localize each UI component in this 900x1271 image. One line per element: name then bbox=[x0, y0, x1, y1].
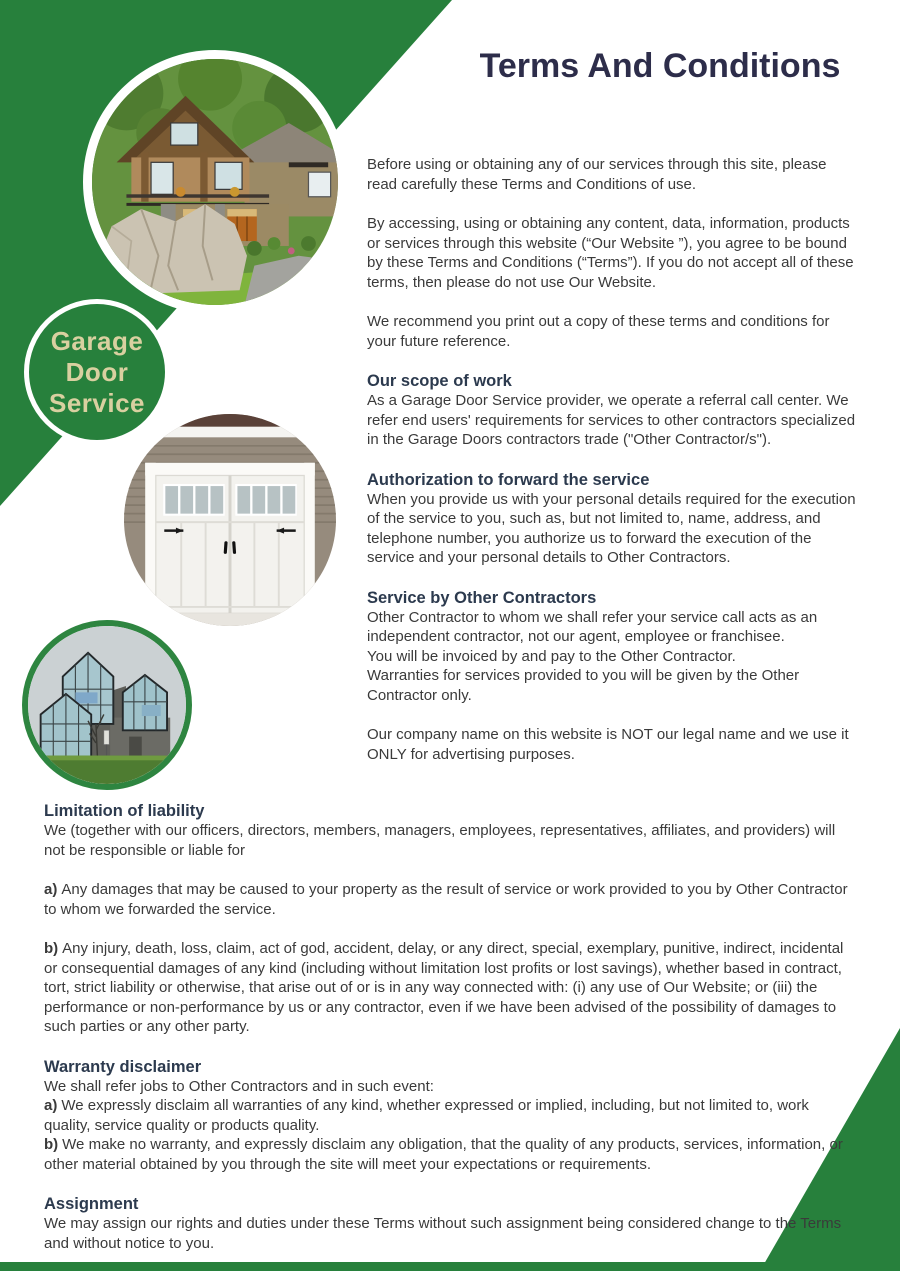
badge-line-1: Garage bbox=[50, 325, 144, 356]
warranty-body bbox=[44, 1077, 858, 1175]
liability-item-a-prefix: a) bbox=[44, 881, 58, 898]
liability-item-b-text: Any injury, death, loss, claim, act of god, accident, delay, or any direct, special, exemplary, punitive, indirect, incidental or consequential damages of any kind (including without limitation lost profits or lost savings), whether based in contract, tort, strict liability or otherwise, that arise out of or is in any way connected with: (i) any use of Our Website; or (iii) the performance or non-performance by us or any contractor, even if we have been advised of the possibility of damages to such parties or any other party. bbox=[44, 940, 844, 1035]
warranty-item-b-prefix: b) bbox=[44, 1136, 59, 1153]
badge-line-2: Door bbox=[65, 356, 129, 387]
page-title: Terms And Conditions bbox=[479, 47, 841, 85]
legal-column bbox=[44, 801, 858, 1271]
service-by-others-body bbox=[367, 608, 859, 706]
service-line-1: Other Contractor to whom we shall refer your service call acts as an independent contractor, not our agent, employee or franchisee. bbox=[367, 608, 818, 645]
scope-heading: Our scope of work bbox=[367, 372, 512, 390]
intro-column bbox=[367, 155, 859, 784]
liability-item-b bbox=[44, 939, 858, 1037]
warranty-item-a-text: We expressly disclaim all warranties of any kind, whether expressed or implied, including, but not limited to, work quality, service quality or products quality. bbox=[44, 1097, 809, 1134]
garage-door-service-badge bbox=[24, 299, 170, 445]
warranty-intro: We shall refer jobs to Other Contractors and in such event: bbox=[44, 1077, 434, 1095]
company-name-note: Our company name on this website is NOT our legal name and we use it ONLY for advertising purposes. bbox=[367, 726, 849, 763]
warranty-item-b bbox=[44, 1135, 858, 1174]
liability-item-a bbox=[44, 880, 858, 919]
warranty-item-a-prefix: a) bbox=[44, 1097, 58, 1114]
assignment-heading: Assignment bbox=[44, 1195, 139, 1213]
intro-paragraph-1: Before using or obtaining any of our services through this site, please read carefully these Terms and Conditions of use. bbox=[367, 156, 827, 193]
modern-house-photo bbox=[22, 620, 192, 790]
intro-paragraph-2: By accessing, using or obtaining any content, data, information, products or services through this website (“Our Website ”), you agree to be bound by these Terms and Conditions (“Terms”). If you do not accept all of these terms, then please do not use Our Website. bbox=[367, 215, 854, 291]
liability-item-a-text: Any damages that may be caused to your property as the result of service or work provided to you by Other Contractor to whom we forwarded the service. bbox=[44, 881, 848, 918]
house-photo bbox=[83, 50, 347, 314]
modern-house-illustration bbox=[28, 626, 186, 784]
authorization-heading: Authorization to forward the service bbox=[367, 470, 650, 489]
garage-door-photo bbox=[124, 414, 336, 626]
authorization-body: When you provide us with your personal details required for the execution of the service to you, such as, but not limited to, name, address, and telephone number, you authorize us to forward the execution of the service and your personal details to Other Contractors. bbox=[367, 490, 856, 566]
assignment-body: We may assign our rights and duties under these Terms without such assignment being considered change to the Terms and without notice to you. bbox=[44, 1215, 842, 1252]
warranty-item-b-text: We make no warranty, and expressly disclaim any obligation, that the quality of any products, services, information, or other material obtained by you through the site will meet your expectations or requirements. bbox=[44, 1136, 843, 1173]
garage-door-illustration bbox=[124, 414, 336, 626]
service-line-3: Warranties for services provided to you will be given by the Other Contractor only. bbox=[367, 667, 800, 704]
liability-intro: We (together with our officers, directors, members, managers, employees, representatives, affiliates, and providers) will not be responsible or liable for bbox=[44, 822, 836, 859]
warranty-heading: Warranty disclaimer bbox=[44, 1057, 202, 1076]
liability-heading: Limitation of liability bbox=[44, 802, 205, 820]
scope-body: As a Garage Door Service provider, we operate a referral call center. We refer end users' requirements for services to other contractors specialized in the Garage Doors contractors trade ("Other Contractor/s"). bbox=[367, 392, 856, 448]
service-line-2: You will be invoiced by and pay to the Other Contractor. bbox=[367, 647, 736, 665]
warranty-item-a bbox=[44, 1096, 858, 1135]
liability-item-b-prefix: b) bbox=[44, 940, 59, 957]
intro-paragraph-3: We recommend you print out a copy of these terms and conditions for your future reference. bbox=[367, 313, 830, 350]
service-by-others-heading: Service by Other Contractors bbox=[367, 588, 597, 607]
badge-line-3: Service bbox=[48, 387, 146, 418]
house-photo-illustration bbox=[92, 59, 338, 305]
